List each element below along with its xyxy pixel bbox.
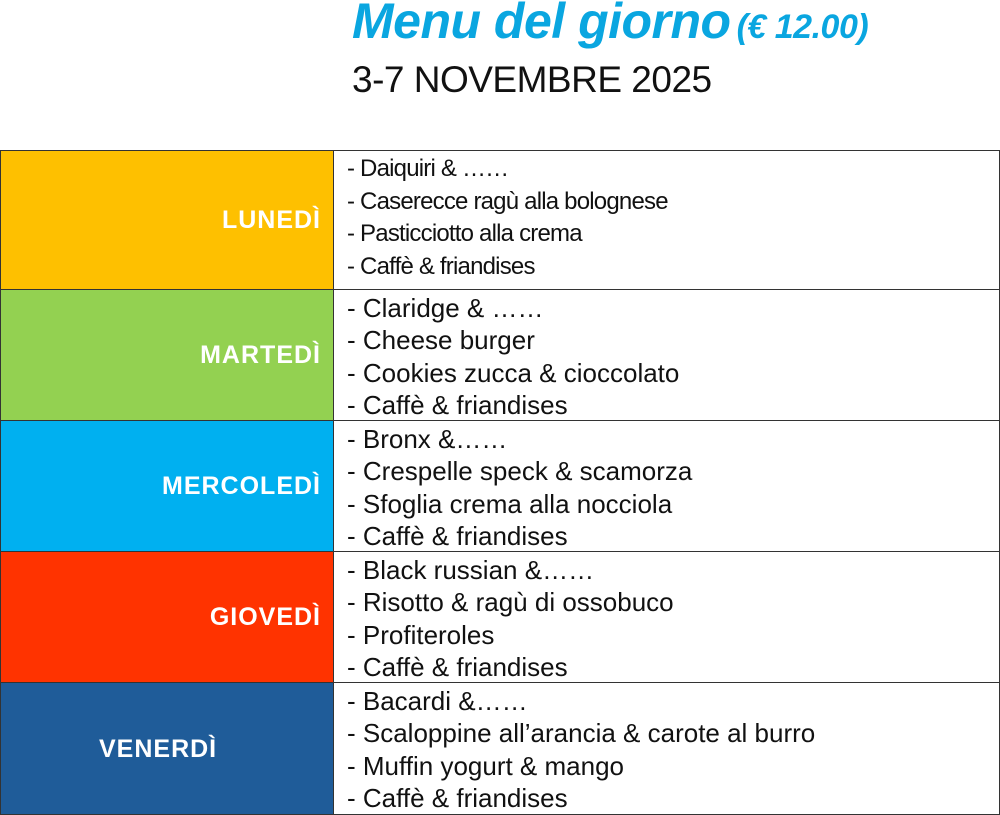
- menu-item: - Crespelle speck & scamorza: [347, 456, 693, 487]
- day-row-lunedi: [0, 151, 1000, 290]
- menu-item: - Caffè & friandises: [347, 783, 568, 814]
- weekly-menu-table: [0, 150, 1000, 814]
- price-label: (€ 12.00): [736, 8, 869, 46]
- day-label-lunedi: LUNEDÌ: [0, 151, 334, 289]
- menu-item: - Bacardi &……: [347, 686, 528, 716]
- menu-items-martedi: [334, 290, 1000, 420]
- menu-item: - Bronx &……: [347, 424, 508, 454]
- date-range: 3-7 NOVEMBRE 2025: [352, 59, 712, 100]
- day-label-venerdi: VENERDÌ: [0, 683, 334, 814]
- menu-item: - Cheese burger: [347, 325, 535, 356]
- menu-item: - Caffè & friandises: [347, 390, 568, 421]
- menu-items-venerdi: [334, 683, 1000, 814]
- menu-items-giovedi: [334, 552, 1000, 682]
- day-row-venerdi: [0, 683, 1000, 815]
- menu-item: - Risotto & ragù di ossobuco: [347, 587, 674, 618]
- day-label-giovedi: GIOVEDÌ: [0, 552, 334, 682]
- menu-item: - Muffin yogurt & mango: [347, 750, 624, 781]
- menu-items-lunedi: [334, 151, 1000, 289]
- day-row-mercoledi: [0, 421, 1000, 552]
- menu-item: - Profiteroles: [347, 619, 495, 650]
- menu-item: - Cookies zucca & cioccolato: [347, 357, 680, 388]
- menu-items-mercoledi: [334, 421, 1000, 551]
- day-row-giovedi: [0, 552, 1000, 683]
- menu-item: - Caffè & friandises: [347, 252, 535, 280]
- page-title: [352, 0, 868, 52]
- menu-item: - Scaloppine all’arancia & carote al burro: [347, 718, 816, 749]
- menu-header: [352, 0, 868, 100]
- day-label-martedi: MARTEDÌ: [0, 290, 334, 420]
- menu-item: - Caffè & friandises: [347, 521, 568, 552]
- menu-item: - Caffè & friandises: [347, 652, 568, 683]
- menu-item: - Black russian &……: [347, 555, 595, 585]
- menu-item: - Claridge & ……: [347, 293, 544, 323]
- menu-item: - Daiquiri & ……: [347, 155, 509, 182]
- title-text: Menu del giorno: [352, 0, 731, 49]
- menu-item: - Caserecce ragù alla bolognese: [347, 187, 668, 215]
- menu-item: - Sfoglia crema alla nocciola: [347, 488, 673, 519]
- menu-item: - Pasticciotto alla crema: [347, 220, 582, 247]
- day-row-martedi: [0, 290, 1000, 421]
- day-label-mercoledi: MERCOLEDÌ: [0, 421, 334, 551]
